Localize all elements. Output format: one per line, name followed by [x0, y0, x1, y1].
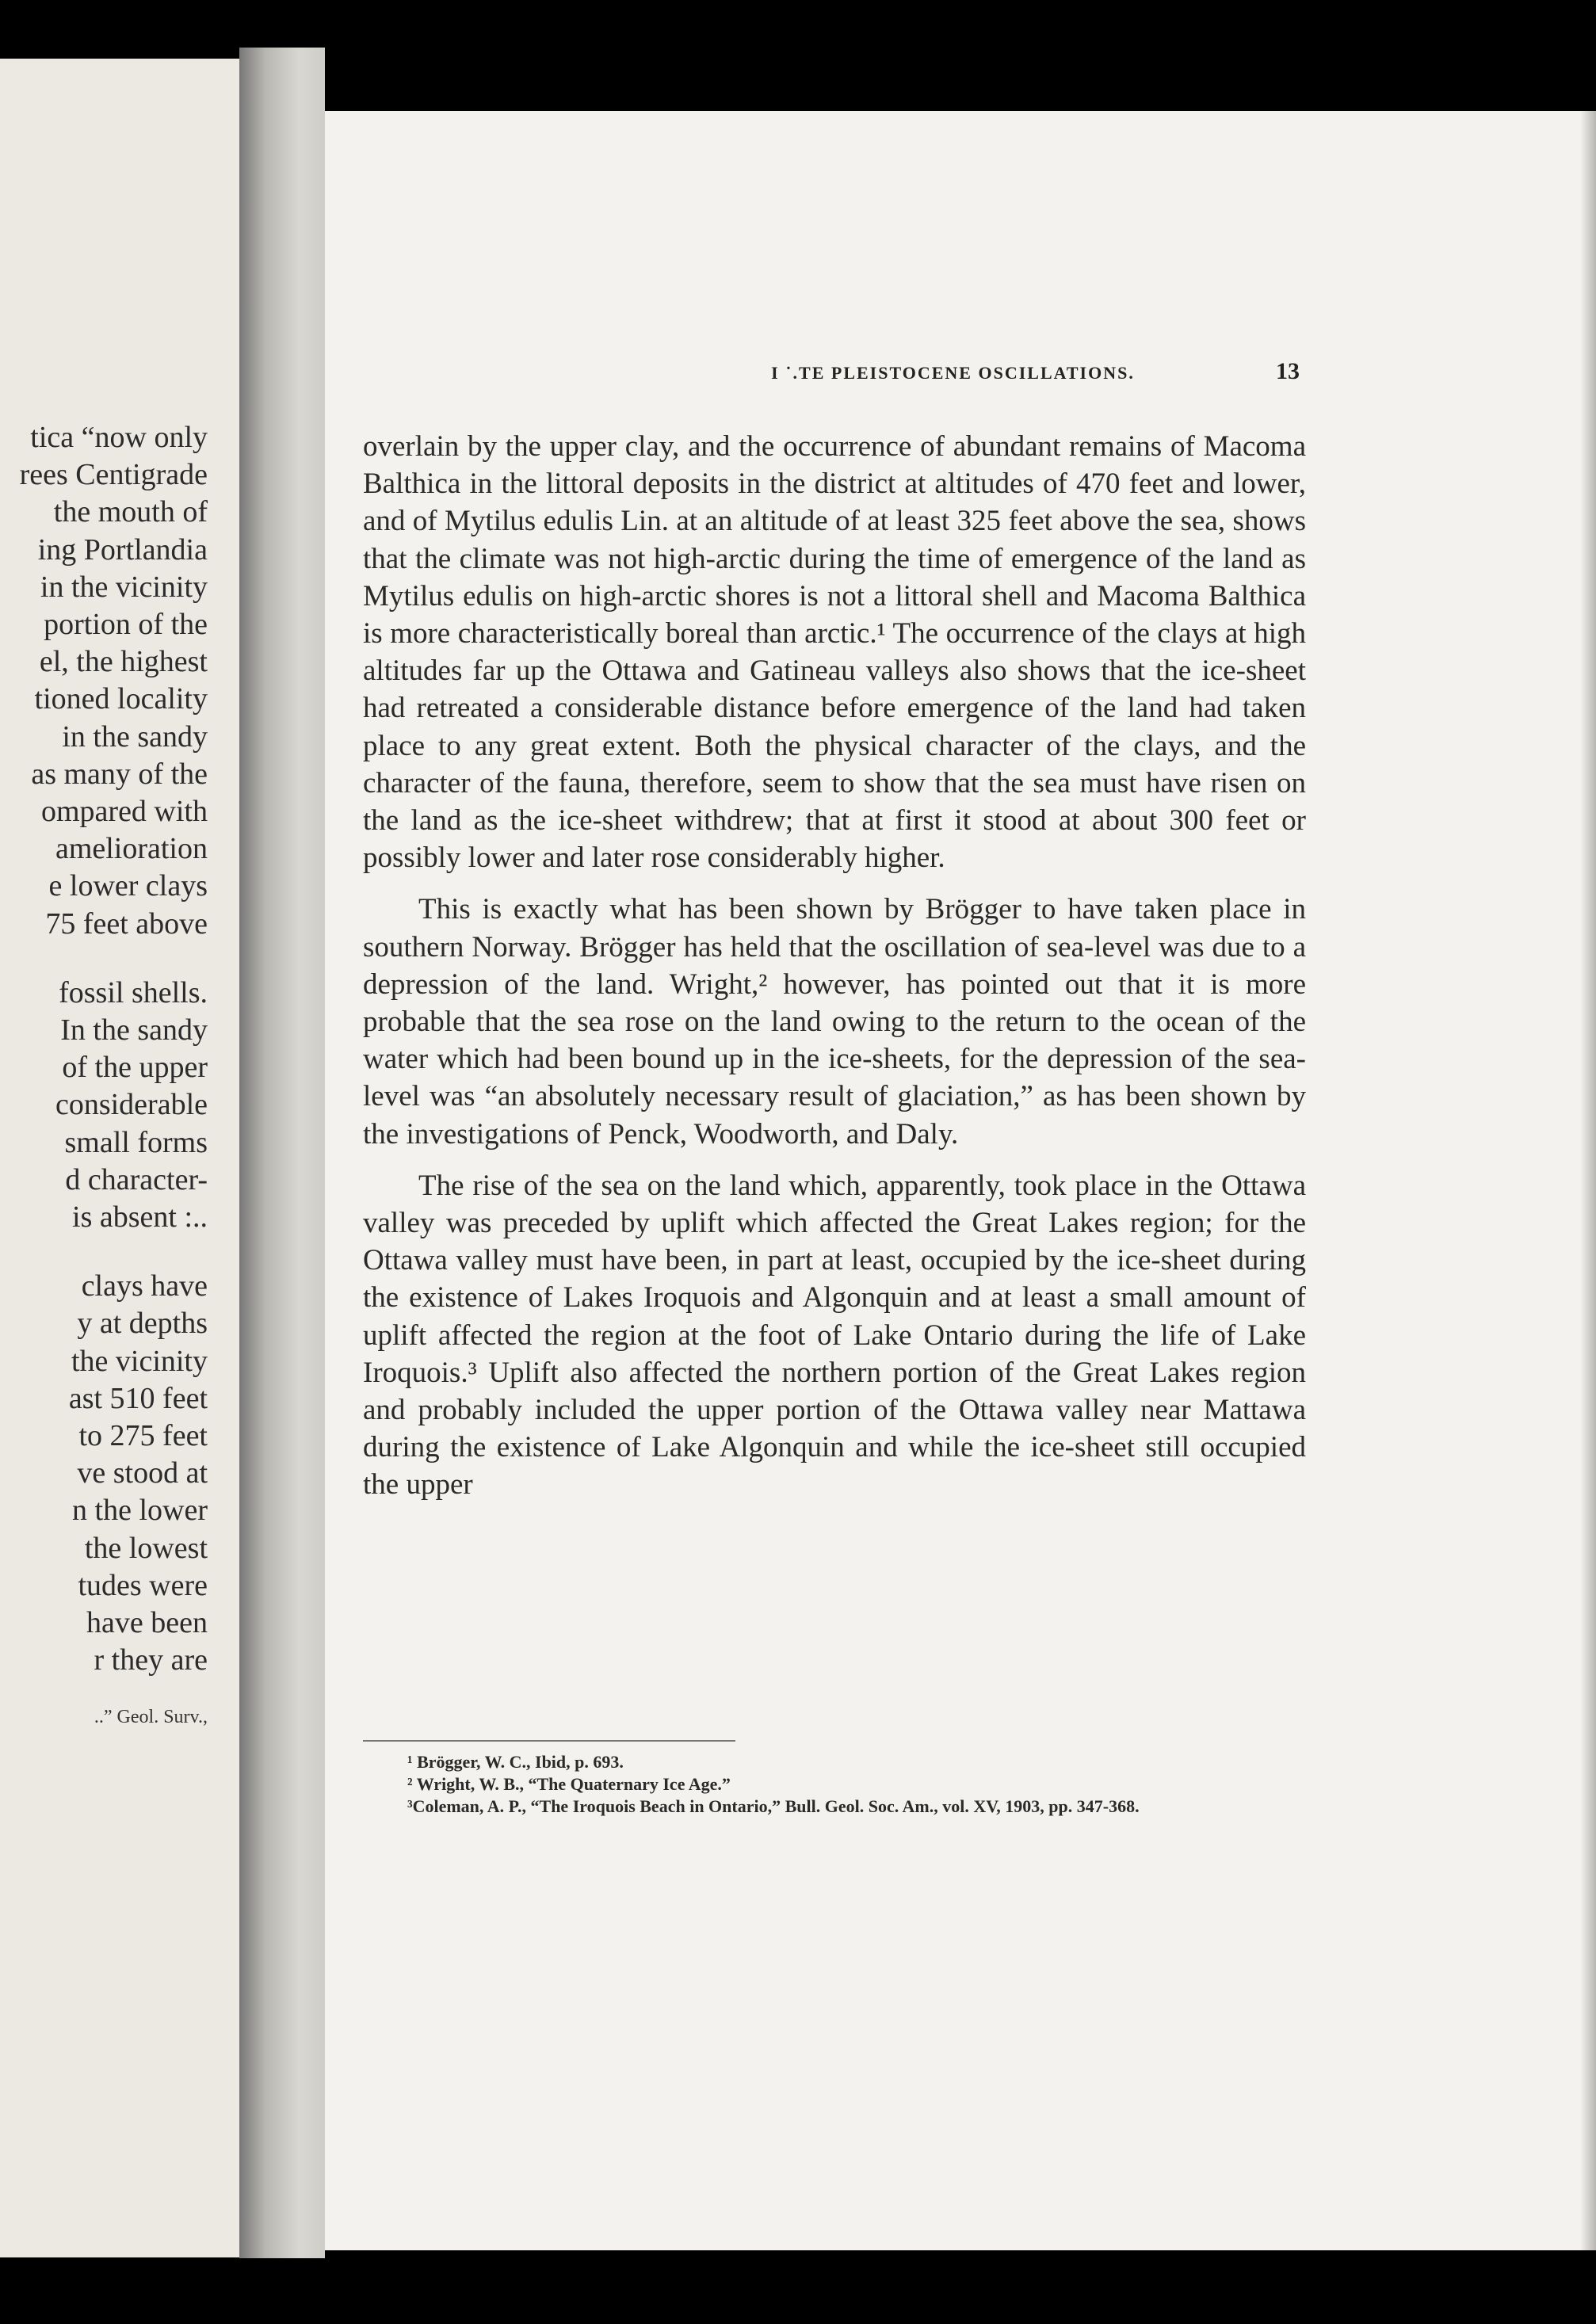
facing-page-line: the mouth of	[53, 495, 208, 529]
facing-page-line: ve stood at	[77, 1456, 208, 1490]
facing-page-line: r they are	[94, 1643, 208, 1677]
facing-page-line: in the sandy	[62, 719, 208, 754]
facing-page-line: clays have	[81, 1269, 208, 1303]
facing-page-line: amelioration	[55, 832, 208, 866]
facing-page-line: the vicinity	[71, 1344, 208, 1378]
paragraph: This is exactly what has been shown by Brögger to have taken place in southern Norway. Brögger has held that the oscillation of sea-level was due to a depression of the land. Wright,² however, has pointed out that it is more probable that the sea rose on the land owing to the return to the ocean of the water which had been bound up in the ice-sheets, for the depression of the sea-level was “an absolutely necessary result of glaciation,” as has been shown by the investigations of Penck, Woodworth, and Daly.	[363, 893, 1306, 1151]
facing-page-line: fossil shells.	[59, 975, 208, 1009]
facing-page-left	[0, 59, 239, 2257]
facing-page-line: as many of the	[31, 757, 208, 791]
facing-page-line: ast 510 feet	[68, 1381, 208, 1415]
footnotes	[363, 1751, 1306, 1818]
facing-page-text	[0, 419, 208, 1728]
running-head: I ˙.TE PLEISTOCENE OSCILLATIONS.	[771, 363, 1135, 383]
facing-page-footnote: ..” Geol. Surv.,	[94, 1706, 208, 1727]
facing-page-line: have been	[86, 1606, 208, 1640]
page-edge-shadow	[1580, 111, 1596, 2250]
footnote: ³Coleman, A. P., “The Iroquois Beach in Ontario,” Bull. Geol. Soc. Am., vol. XV, 1903, pp. 347-368.	[407, 1796, 1140, 1816]
facing-page-line: the lowest	[84, 1531, 208, 1565]
book-page	[325, 111, 1596, 2250]
facing-page-line: In the sandy	[60, 1013, 208, 1048]
facing-page-line: portion of the	[44, 608, 208, 642]
facing-page-line: small forms	[64, 1125, 208, 1159]
facing-page-line: considerable	[55, 1088, 208, 1122]
facing-page-line: tudes were	[78, 1568, 208, 1602]
facing-page-line: el, the highest	[39, 645, 208, 679]
paragraph: overlain by the upper clay, and the occurrence of abundant remains of Macoma Balthica in the littoral deposits in the district at altitudes of 470 feet and lower, and of Mytilus edulis Lin. at an altitude of at least 325 feet above the sea, shows that the climate was not high-arctic during the time of emergence of the land as Mytilus edulis on high-arctic shores is not a littoral shell and Macoma Balthica is more characteristically boreal than arctic.¹ The occurrence of the clays at high altitudes far up the Ottawa and Gatineau valleys also shows that the ice-sheet had retreated a considerable distance before emergence of the land had taken place to any great extent. Both the physical character of the clays, and the character of the fauna, therefore, seem to show that the sea must have risen on the land as the ice-sheet withdrew; that at first it stood at about 300 feet or possibly lower and later rose considerably higher.	[363, 430, 1306, 875]
footnote: ² Wright, W. B., “The Quaternary Ice Age.”	[407, 1774, 731, 1794]
facing-page-line: tioned locality	[34, 682, 208, 716]
facing-page-line: 75 feet above	[45, 906, 208, 941]
body-text	[363, 428, 1306, 1518]
footnote: ¹ Brögger, W. C., Ibid, p. 693.	[407, 1752, 624, 1772]
line-gap	[0, 943, 208, 975]
facing-page-line: rees Centigrade	[19, 458, 208, 492]
page-number: 13	[1276, 358, 1300, 384]
facing-page-line: ing Portlandia	[37, 532, 208, 567]
page-header	[638, 358, 1300, 395]
facing-page-line: tica “now only	[30, 421, 208, 454]
facing-page-line: is absent :..	[72, 1200, 208, 1235]
facing-page-line: y at depths	[77, 1307, 208, 1341]
facing-page-line: in the vicinity	[40, 570, 208, 604]
facing-page-line: e lower clays	[48, 869, 208, 903]
facing-page-line: ompared with	[40, 795, 208, 829]
facing-page-line: d character-	[65, 1162, 208, 1196]
facing-page-line: to 275 feet	[78, 1419, 208, 1453]
book-gutter	[239, 48, 325, 2258]
line-gap	[0, 1236, 208, 1268]
paragraph: The rise of the sea on the land which, apparently, took place in the Ottawa valley was preceded by uplift which affected the Great Lakes region; for the Ottawa valley must have been, in part at least, occupied by the ice-sheet during the existence of Lakes Iroquois and Algonquin and at least a small amount of uplift affected the region at the foot of Lake Ontario during the life of Lake Iroquois.³ Uplift also affected the northern portion of the Great Lakes region and probably included the upper portion of the Ottawa valley near Mattawa during the existence of Lake Algonquin and while the ice-sheet still occupied the upper	[363, 1169, 1306, 1502]
footnote-rule	[363, 1740, 735, 1742]
facing-page-line: n the lower	[72, 1494, 208, 1528]
facing-page-line: of the upper	[62, 1051, 208, 1085]
